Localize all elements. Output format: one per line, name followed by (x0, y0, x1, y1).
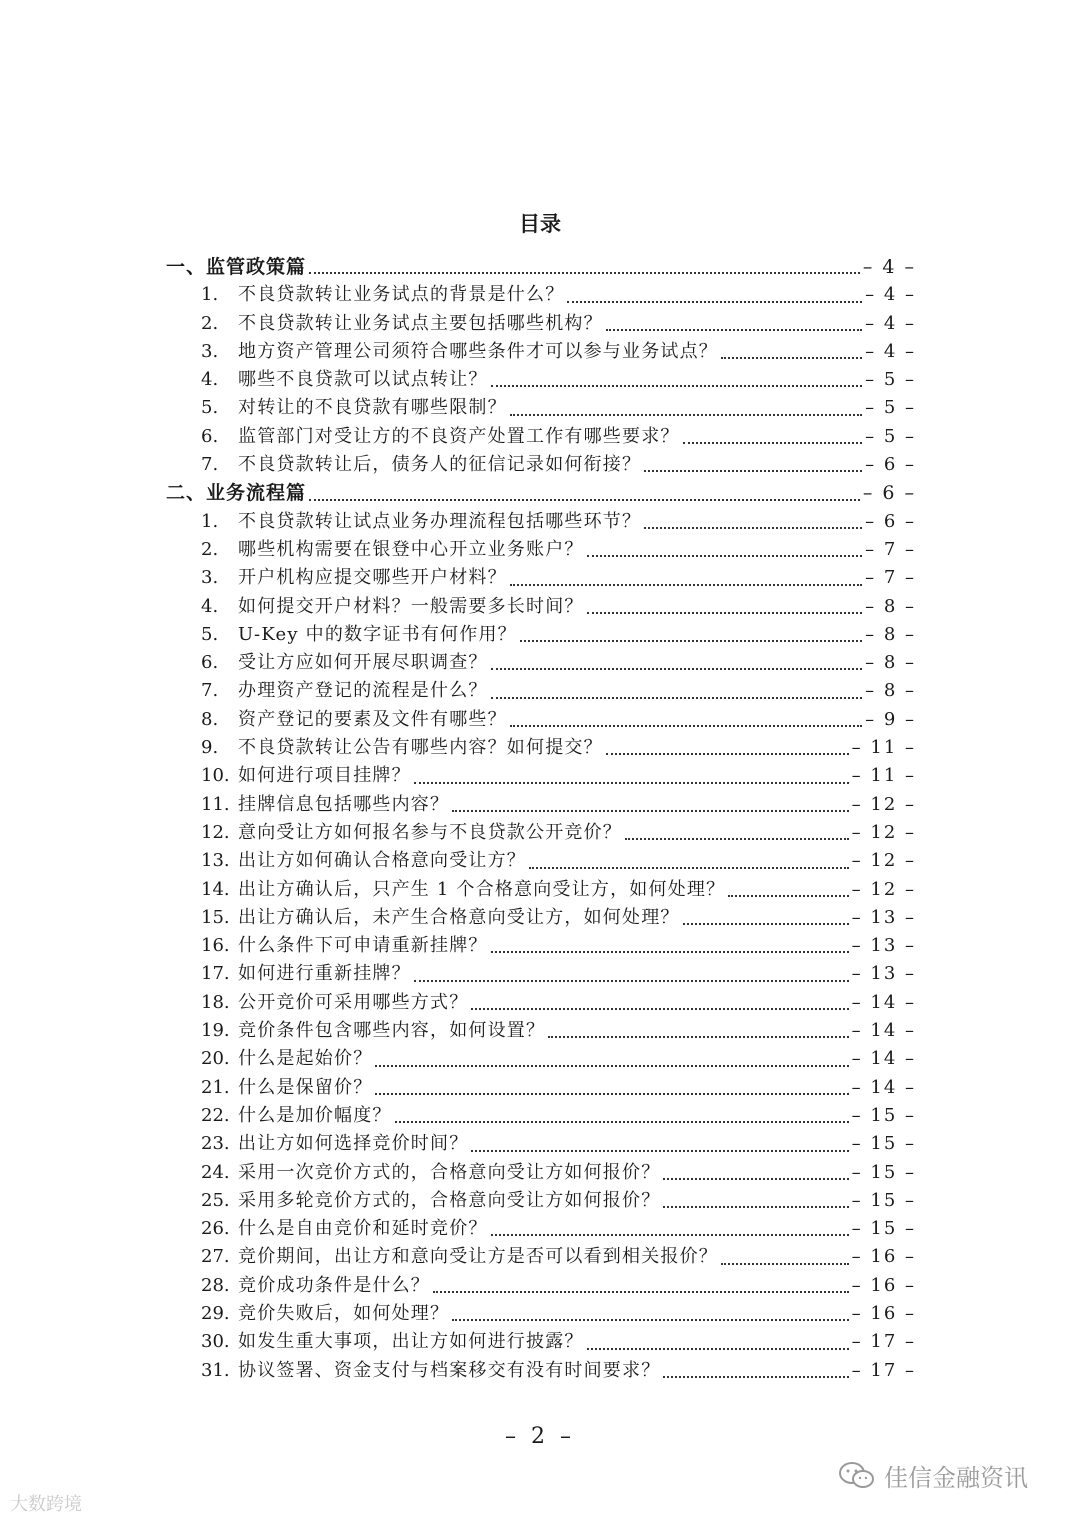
toc-page-number: – 8 – (865, 623, 916, 645)
toc-leader (520, 640, 862, 642)
toc-leader (587, 612, 862, 614)
toc-item-number: 30. (201, 1331, 230, 1353)
toc-item[interactable] (166, 422, 916, 450)
toc-item-number: 20. (201, 1048, 230, 1070)
toc-page-number: – 4 – (865, 312, 916, 334)
toc-leader (471, 1008, 848, 1010)
toc-item-label: 什么是起始价？ (238, 1048, 373, 1070)
toc-item-number: 29. (201, 1302, 230, 1324)
toc-leader (644, 527, 862, 529)
toc-item-label: 竞价期间，出让方和意向受让方是否可以看到相关报价？ (238, 1246, 718, 1268)
toc-leader (683, 442, 862, 444)
toc-leader (395, 1121, 849, 1123)
toc-leader (606, 753, 849, 755)
toc-item-label: 公开竞价可采用哪些方式？ (238, 991, 469, 1013)
toc-item[interactable] (166, 1158, 916, 1186)
toc-item-number: 10. (201, 765, 230, 787)
toc-leader (683, 923, 849, 925)
toc-item-label: 受让方应如何开展尽职调查？ (238, 652, 488, 674)
toc-item-number: 1. (201, 284, 219, 306)
toc-section-label: 一、监管政策篇 (166, 256, 307, 278)
toc-item-label: 如何提交开户材料？一般需要多长时间？ (238, 595, 584, 617)
toc-item[interactable] (166, 337, 916, 365)
page-title: 目录 (519, 212, 561, 236)
toc-item-label: 什么是自由竞价和延时竞价？ (238, 1218, 488, 1240)
toc-leader (375, 1065, 848, 1067)
toc-item-label: 采用一次竞价方式的，合格意向受让方如何报价？ (238, 1161, 661, 1183)
toc-leader (663, 1178, 848, 1180)
toc-item[interactable] (166, 761, 916, 789)
toc-leader (491, 697, 862, 699)
toc-leader (644, 470, 862, 472)
toc-item-number: 21. (201, 1076, 230, 1098)
toc-item-number: 1. (201, 510, 219, 532)
toc-item-number: 7. (201, 454, 219, 476)
toc-leader (309, 272, 860, 274)
toc-item-label: 地方资产管理公司须符合哪些条件才可以参与业务试点？ (238, 340, 718, 362)
toc-page-number: – 5 – (865, 397, 916, 419)
toc-item[interactable] (166, 1016, 916, 1044)
toc-item[interactable] (166, 1129, 916, 1157)
toc-page-number: – 12 – (851, 878, 916, 900)
watermark-right (838, 1458, 1028, 1493)
toc-page-number: – 5 – (865, 369, 916, 391)
toc-item[interactable] (166, 393, 916, 421)
toc-item-number: 5. (201, 623, 219, 645)
toc-page-number: – 11 – (851, 765, 916, 787)
toc-item[interactable] (166, 1327, 916, 1355)
toc-item[interactable] (166, 507, 916, 535)
toc-item-number: 11. (201, 793, 230, 815)
toc-item-label: 意向受让方如何报名参与不良贷款公开竞价？ (238, 821, 622, 843)
toc-item-number: 14. (201, 878, 230, 900)
toc-page-number: – 12 – (851, 850, 916, 872)
toc-leader (414, 980, 849, 982)
toc-item[interactable] (166, 818, 916, 846)
toc-item-label: 竞价失败后，如何处理？ (238, 1302, 450, 1324)
toc-item-label: 挂牌信息包括哪些内容？ (238, 793, 450, 815)
toc-leader (375, 1093, 848, 1095)
toc-page-number: – 13 – (851, 963, 916, 985)
toc-page-number: – 15 – (851, 1218, 916, 1240)
toc-item-number: 27. (201, 1246, 230, 1268)
toc-item-number: 19. (201, 1020, 230, 1042)
toc-page-number: – 6 – (865, 510, 916, 532)
toc-leader (663, 1206, 848, 1208)
toc-leader (491, 951, 849, 953)
toc-item[interactable] (166, 988, 916, 1016)
toc-item-label: 什么是保留价？ (238, 1076, 373, 1098)
page-number: – 2 – (505, 1424, 575, 1449)
toc-page-number: – 8 – (865, 680, 916, 702)
toc-leader (452, 1319, 848, 1321)
toc-item[interactable] (166, 846, 916, 874)
toc-page-number: – 15 – (851, 1104, 916, 1126)
toc-item[interactable] (166, 1271, 916, 1299)
toc-page-number: – 17 – (851, 1331, 916, 1353)
toc-item[interactable] (166, 1044, 916, 1072)
toc-item-number: 2. (201, 312, 219, 334)
toc-page-number: – 8 – (865, 595, 916, 617)
toc-leader (309, 499, 860, 501)
toc-item[interactable] (166, 1186, 916, 1214)
toc-item-label: 出让方如何确认合格意向受让方？ (238, 850, 526, 872)
toc-item-number: 31. (201, 1359, 230, 1381)
toc-item-label: 如何进行重新挂牌？ (238, 963, 411, 985)
toc-item[interactable] (166, 1073, 916, 1101)
toc-item[interactable] (166, 648, 916, 676)
toc-item-label: 协议签署、资金支付与档案移交有没有时间要求？ (238, 1359, 661, 1381)
toc-item[interactable] (166, 676, 916, 704)
toc-item[interactable] (166, 931, 916, 959)
toc-item[interactable] (166, 875, 916, 903)
watermark-right-text: 佳信金融资讯 (884, 1464, 1028, 1492)
toc-page-number: – 6 – (865, 454, 916, 476)
toc-item-number: 17. (201, 963, 230, 985)
toc-item[interactable] (166, 535, 916, 563)
toc-item-label: 竞价成功条件是什么？ (238, 1274, 430, 1296)
toc-page-number: – 5 – (865, 425, 916, 447)
toc-item-label: 不良贷款转让业务试点的背景是什么？ (238, 284, 565, 306)
toc-page-number: – 14 – (851, 991, 916, 1013)
toc-page-number: – 17 – (851, 1359, 916, 1381)
toc-page-number: – 14 – (851, 1076, 916, 1098)
toc-item-number: 22. (201, 1104, 230, 1126)
toc-item[interactable] (166, 450, 916, 478)
toc-item-label: 出让方如何选择竞价时间？ (238, 1133, 469, 1155)
toc-item[interactable] (166, 309, 916, 337)
toc-page-number: – 9 – (865, 708, 916, 730)
toc-item-label: 开户机构应提交哪些开户材料？ (238, 567, 507, 589)
toc-leader (721, 357, 862, 359)
toc-leader (567, 301, 862, 303)
toc-item-number: 26. (201, 1218, 230, 1240)
toc-section[interactable] (166, 252, 916, 280)
toc-leader (587, 1348, 849, 1350)
toc-item[interactable] (166, 1101, 916, 1129)
toc-item-label: 资产登记的要素及文件有哪些？ (238, 708, 507, 730)
toc-item-label: 不良贷款转让公告有哪些内容？如何提交？ (238, 737, 603, 759)
toc-page-number: – 4 – (865, 284, 916, 306)
toc-item[interactable] (166, 1299, 916, 1327)
toc-leader (433, 1291, 849, 1293)
toc-item[interactable] (166, 280, 916, 308)
toc-item-number: 16. (201, 935, 230, 957)
toc-page-number: – 15 – (851, 1133, 916, 1155)
toc-page-number: – 14 – (851, 1020, 916, 1042)
toc-item-number: 3. (201, 567, 219, 589)
toc-item-number: 28. (201, 1274, 230, 1296)
toc-item-label: 出让方确认后，未产生合格意向受让方，如何处理？ (238, 906, 680, 928)
wechat-icon (838, 1461, 876, 1491)
toc-item-number: 9. (201, 737, 219, 759)
toc-item-label: 哪些不良贷款可以试点转让？ (238, 369, 488, 391)
toc-leader (663, 1376, 848, 1378)
toc-item-number: 3. (201, 340, 219, 362)
toc-leader (491, 385, 862, 387)
toc-leader (452, 810, 848, 812)
toc-leader (721, 1263, 849, 1265)
toc-item-number: 6. (201, 425, 219, 447)
toc-page-number: – 13 – (851, 906, 916, 928)
toc-item-label: 办理资产登记的流程是什么？ (238, 680, 488, 702)
watermark-left: 大数跨境 (10, 1494, 82, 1515)
toc-item-label: 对转让的不良贷款有哪些限制？ (238, 397, 507, 419)
toc-leader (625, 838, 849, 840)
toc-item-number: 4. (201, 369, 219, 391)
toc-item-label: 不良贷款转让试点业务办理流程包括哪些环节？ (238, 510, 642, 532)
toc-leader (728, 895, 848, 897)
toc-item-number: 6. (201, 652, 219, 674)
toc-item-number: 13. (201, 850, 230, 872)
toc-leader (587, 555, 862, 557)
toc-item-label: 竞价条件包含哪些内容，如何设置？ (238, 1020, 546, 1042)
toc-item[interactable] (166, 790, 916, 818)
toc-item-label: 哪些机构需要在银登中心开立业务账户？ (238, 538, 584, 560)
toc-item-number: 8. (201, 708, 219, 730)
toc-leader (491, 668, 862, 670)
toc-item[interactable] (166, 1242, 916, 1270)
toc-item[interactable] (166, 959, 916, 987)
toc-item[interactable] (166, 733, 916, 761)
toc-item[interactable] (166, 365, 916, 393)
toc-item-label: 如发生重大事项，出让方如何进行披露？ (238, 1331, 584, 1353)
toc-item-number: 12. (201, 821, 230, 843)
toc-item-label: 什么是加价幅度？ (238, 1104, 392, 1126)
toc-item-label: 什么条件下可申请重新挂牌？ (238, 935, 488, 957)
toc-page-number: – 4 – (862, 256, 916, 278)
toc-item-label: U-Key 中的数字证书有何作用？ (238, 623, 517, 645)
toc-item-label: 出让方确认后，只产生 1 个合格意向受让方，如何处理？ (238, 878, 726, 900)
toc-page-number: – 15 – (851, 1189, 916, 1211)
toc-leader (491, 1234, 849, 1236)
toc-item-number: 24. (201, 1161, 230, 1183)
toc-item[interactable] (166, 592, 916, 620)
table-of-contents (166, 252, 916, 1384)
toc-item[interactable] (166, 563, 916, 591)
toc-item-number: 4. (201, 595, 219, 617)
toc-leader (529, 867, 849, 869)
toc-page-number: – 12 – (851, 821, 916, 843)
toc-item-number: 7. (201, 680, 219, 702)
toc-page-number: – 7 – (865, 567, 916, 589)
toc-page-number: – 11 – (851, 737, 916, 759)
toc-leader (471, 1150, 848, 1152)
toc-leader (606, 329, 862, 331)
toc-leader (510, 414, 862, 416)
toc-page-number: – 6 – (862, 482, 916, 505)
toc-item-label: 不良贷款转让业务试点主要包括哪些机构？ (238, 312, 603, 334)
toc-item[interactable] (166, 620, 916, 648)
toc-page-number: – 14 – (851, 1048, 916, 1070)
toc-leader (510, 725, 862, 727)
toc-item-number: 18. (201, 991, 230, 1013)
toc-item-number: 5. (201, 397, 219, 419)
toc-item-number: 25. (201, 1189, 230, 1211)
toc-leader (548, 1036, 848, 1038)
toc-item-number: 23. (201, 1133, 230, 1155)
toc-item-label: 不良贷款转让后，债务人的征信记录如何衔接？ (238, 454, 642, 476)
toc-page-number: – 16 – (851, 1246, 916, 1268)
toc-item[interactable] (166, 705, 916, 733)
toc-item-label: 采用多轮竞价方式的，合格意向受让方如何报价？ (238, 1189, 661, 1211)
toc-section-label: 二、业务流程篇 (166, 482, 307, 505)
toc-section[interactable] (166, 478, 916, 506)
toc-leader (510, 584, 862, 586)
toc-page-number: – 7 – (865, 538, 916, 560)
toc-item[interactable] (166, 1214, 916, 1242)
toc-page-number: – 16 – (851, 1274, 916, 1296)
toc-item[interactable] (166, 903, 916, 931)
toc-page-number: – 4 – (865, 340, 916, 362)
toc-item-label: 监管部门对受让方的不良资产处置工作有哪些要求？ (238, 425, 680, 447)
toc-item-label: 如何进行项目挂牌？ (238, 765, 411, 787)
toc-item-number: 15. (201, 906, 230, 928)
toc-page-number: – 8 – (865, 652, 916, 674)
toc-item-number: 2. (201, 538, 219, 560)
toc-leader (414, 782, 849, 784)
toc-page-number: – 15 – (851, 1161, 916, 1183)
toc-page-number: – 16 – (851, 1302, 916, 1324)
toc-item[interactable] (166, 1356, 916, 1384)
toc-page-number: – 12 – (851, 793, 916, 815)
toc-page-number: – 13 – (851, 935, 916, 957)
